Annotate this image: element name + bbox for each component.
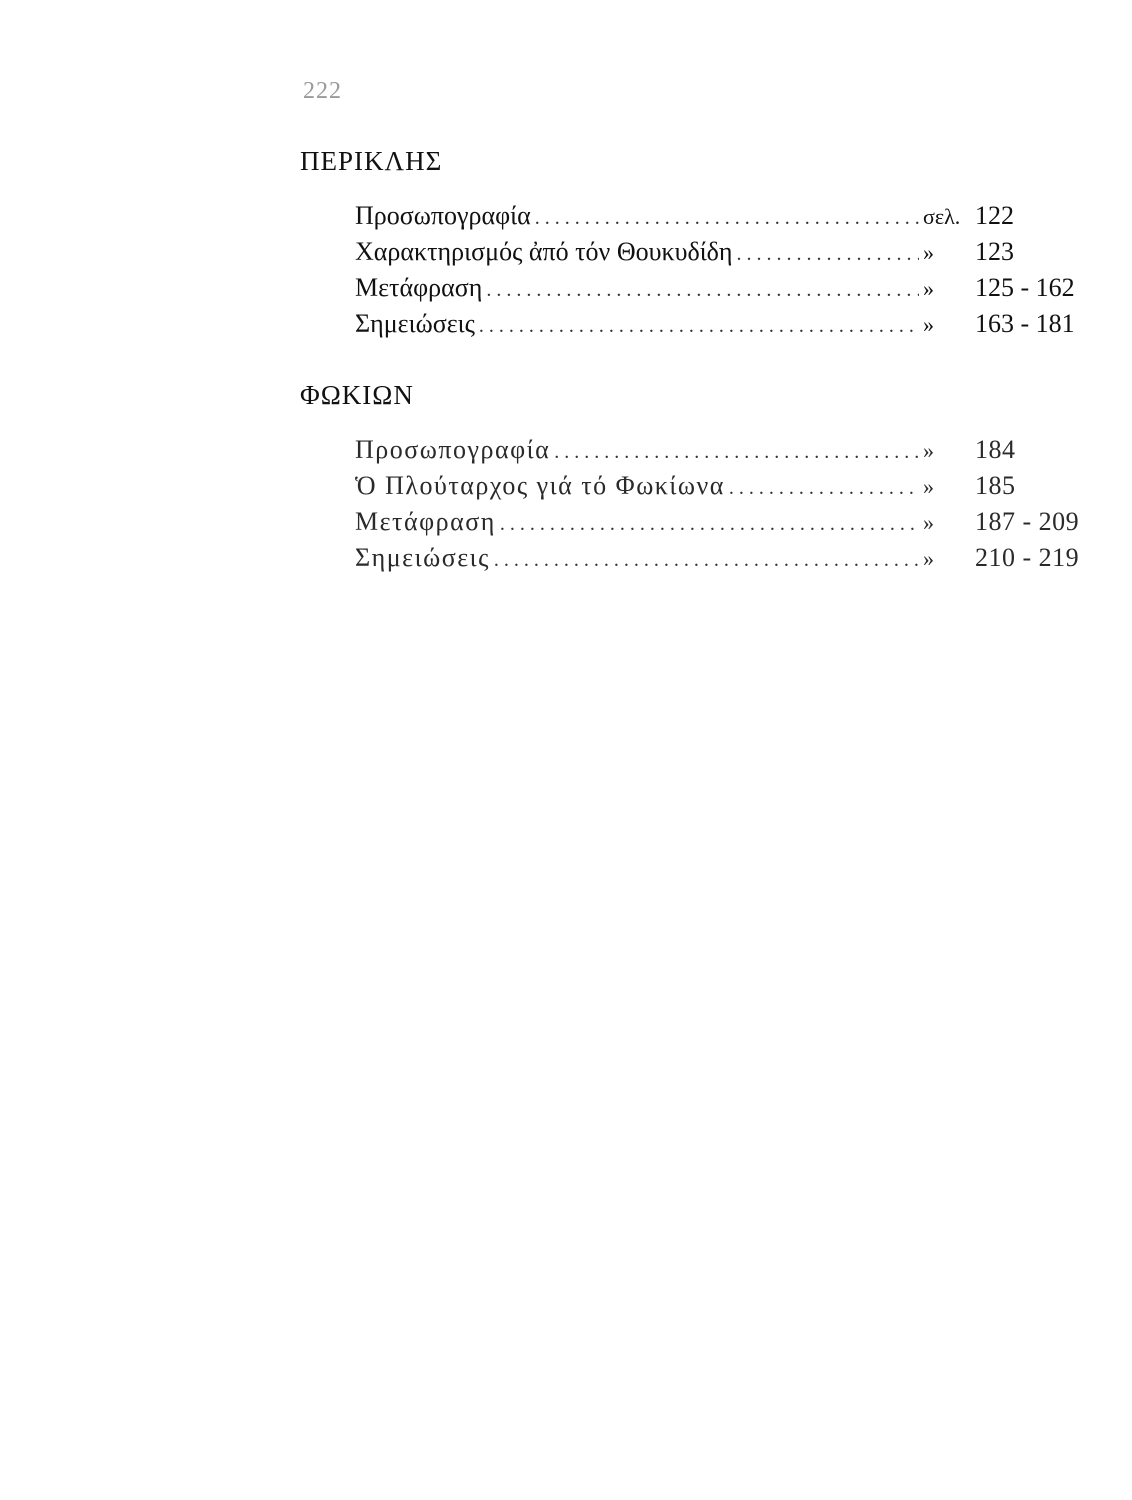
toc-entry: [355, 309, 1100, 345]
entry-pages: 123: [975, 237, 1014, 266]
entry-pages: 210 - 219: [975, 543, 1080, 572]
toc-entry: [355, 543, 1100, 579]
entry-label: Σημειώσεις: [355, 543, 490, 572]
entry-page-marker: »: [923, 438, 935, 463]
page-number: 222: [303, 78, 342, 104]
dot-leader: [535, 207, 919, 230]
toc-entry: [355, 273, 1100, 309]
entry-pages: 185: [975, 471, 1016, 500]
entry-label: Προσωπογραφία: [355, 201, 531, 230]
entry-pages: 184: [975, 435, 1016, 464]
entry-page-marker: »: [923, 546, 935, 571]
entry-page-marker: »: [923, 312, 934, 337]
entry-page-marker: »: [923, 474, 935, 499]
dot-leader: [737, 243, 919, 266]
dot-leader: [554, 441, 919, 464]
entry-pages: 163 - 181: [975, 309, 1075, 338]
section-title: ΠΕΡΙΚΛΗΣ: [300, 146, 443, 176]
entry-label: Μετάφραση: [355, 507, 496, 536]
toc-entry: [355, 435, 1100, 471]
entry-label: Προσωπογραφία: [355, 435, 551, 464]
entry-label: Σημειώσεις: [355, 309, 475, 338]
entry-pages: 187 - 209: [975, 507, 1080, 536]
entry-page-marker: »: [923, 276, 934, 301]
entry-page-marker: »: [923, 240, 934, 265]
toc-entries: [355, 435, 1100, 579]
entry-pages: 125 - 162: [975, 273, 1075, 302]
toc-entry: [355, 201, 1100, 237]
dot-leader: [500, 513, 919, 536]
toc-section-pericles: [300, 146, 1100, 345]
toc-entries: [355, 201, 1100, 345]
toc-entry: [355, 237, 1100, 273]
entry-label: Χαρακτηρισμός ἀπό τόν Θουκυδίδη: [355, 237, 733, 266]
entry-page-marker: σελ.: [923, 204, 961, 229]
toc-section-phocion: [300, 380, 1100, 579]
entry-label: Ὁ Πλούταρχος γιά τό Φωκίωνα: [355, 471, 725, 500]
dot-leader: [494, 549, 919, 572]
section-title: ΦΩΚΙΩΝ: [300, 380, 414, 410]
entry-label: Μετάφραση: [355, 273, 483, 302]
entry-page-marker: »: [923, 510, 935, 535]
toc-entry: [355, 507, 1100, 543]
dot-leader: [729, 477, 919, 500]
dot-leader: [486, 279, 919, 302]
entry-pages: 122: [975, 201, 1014, 230]
toc-entry: [355, 471, 1100, 507]
dot-leader: [479, 315, 919, 338]
